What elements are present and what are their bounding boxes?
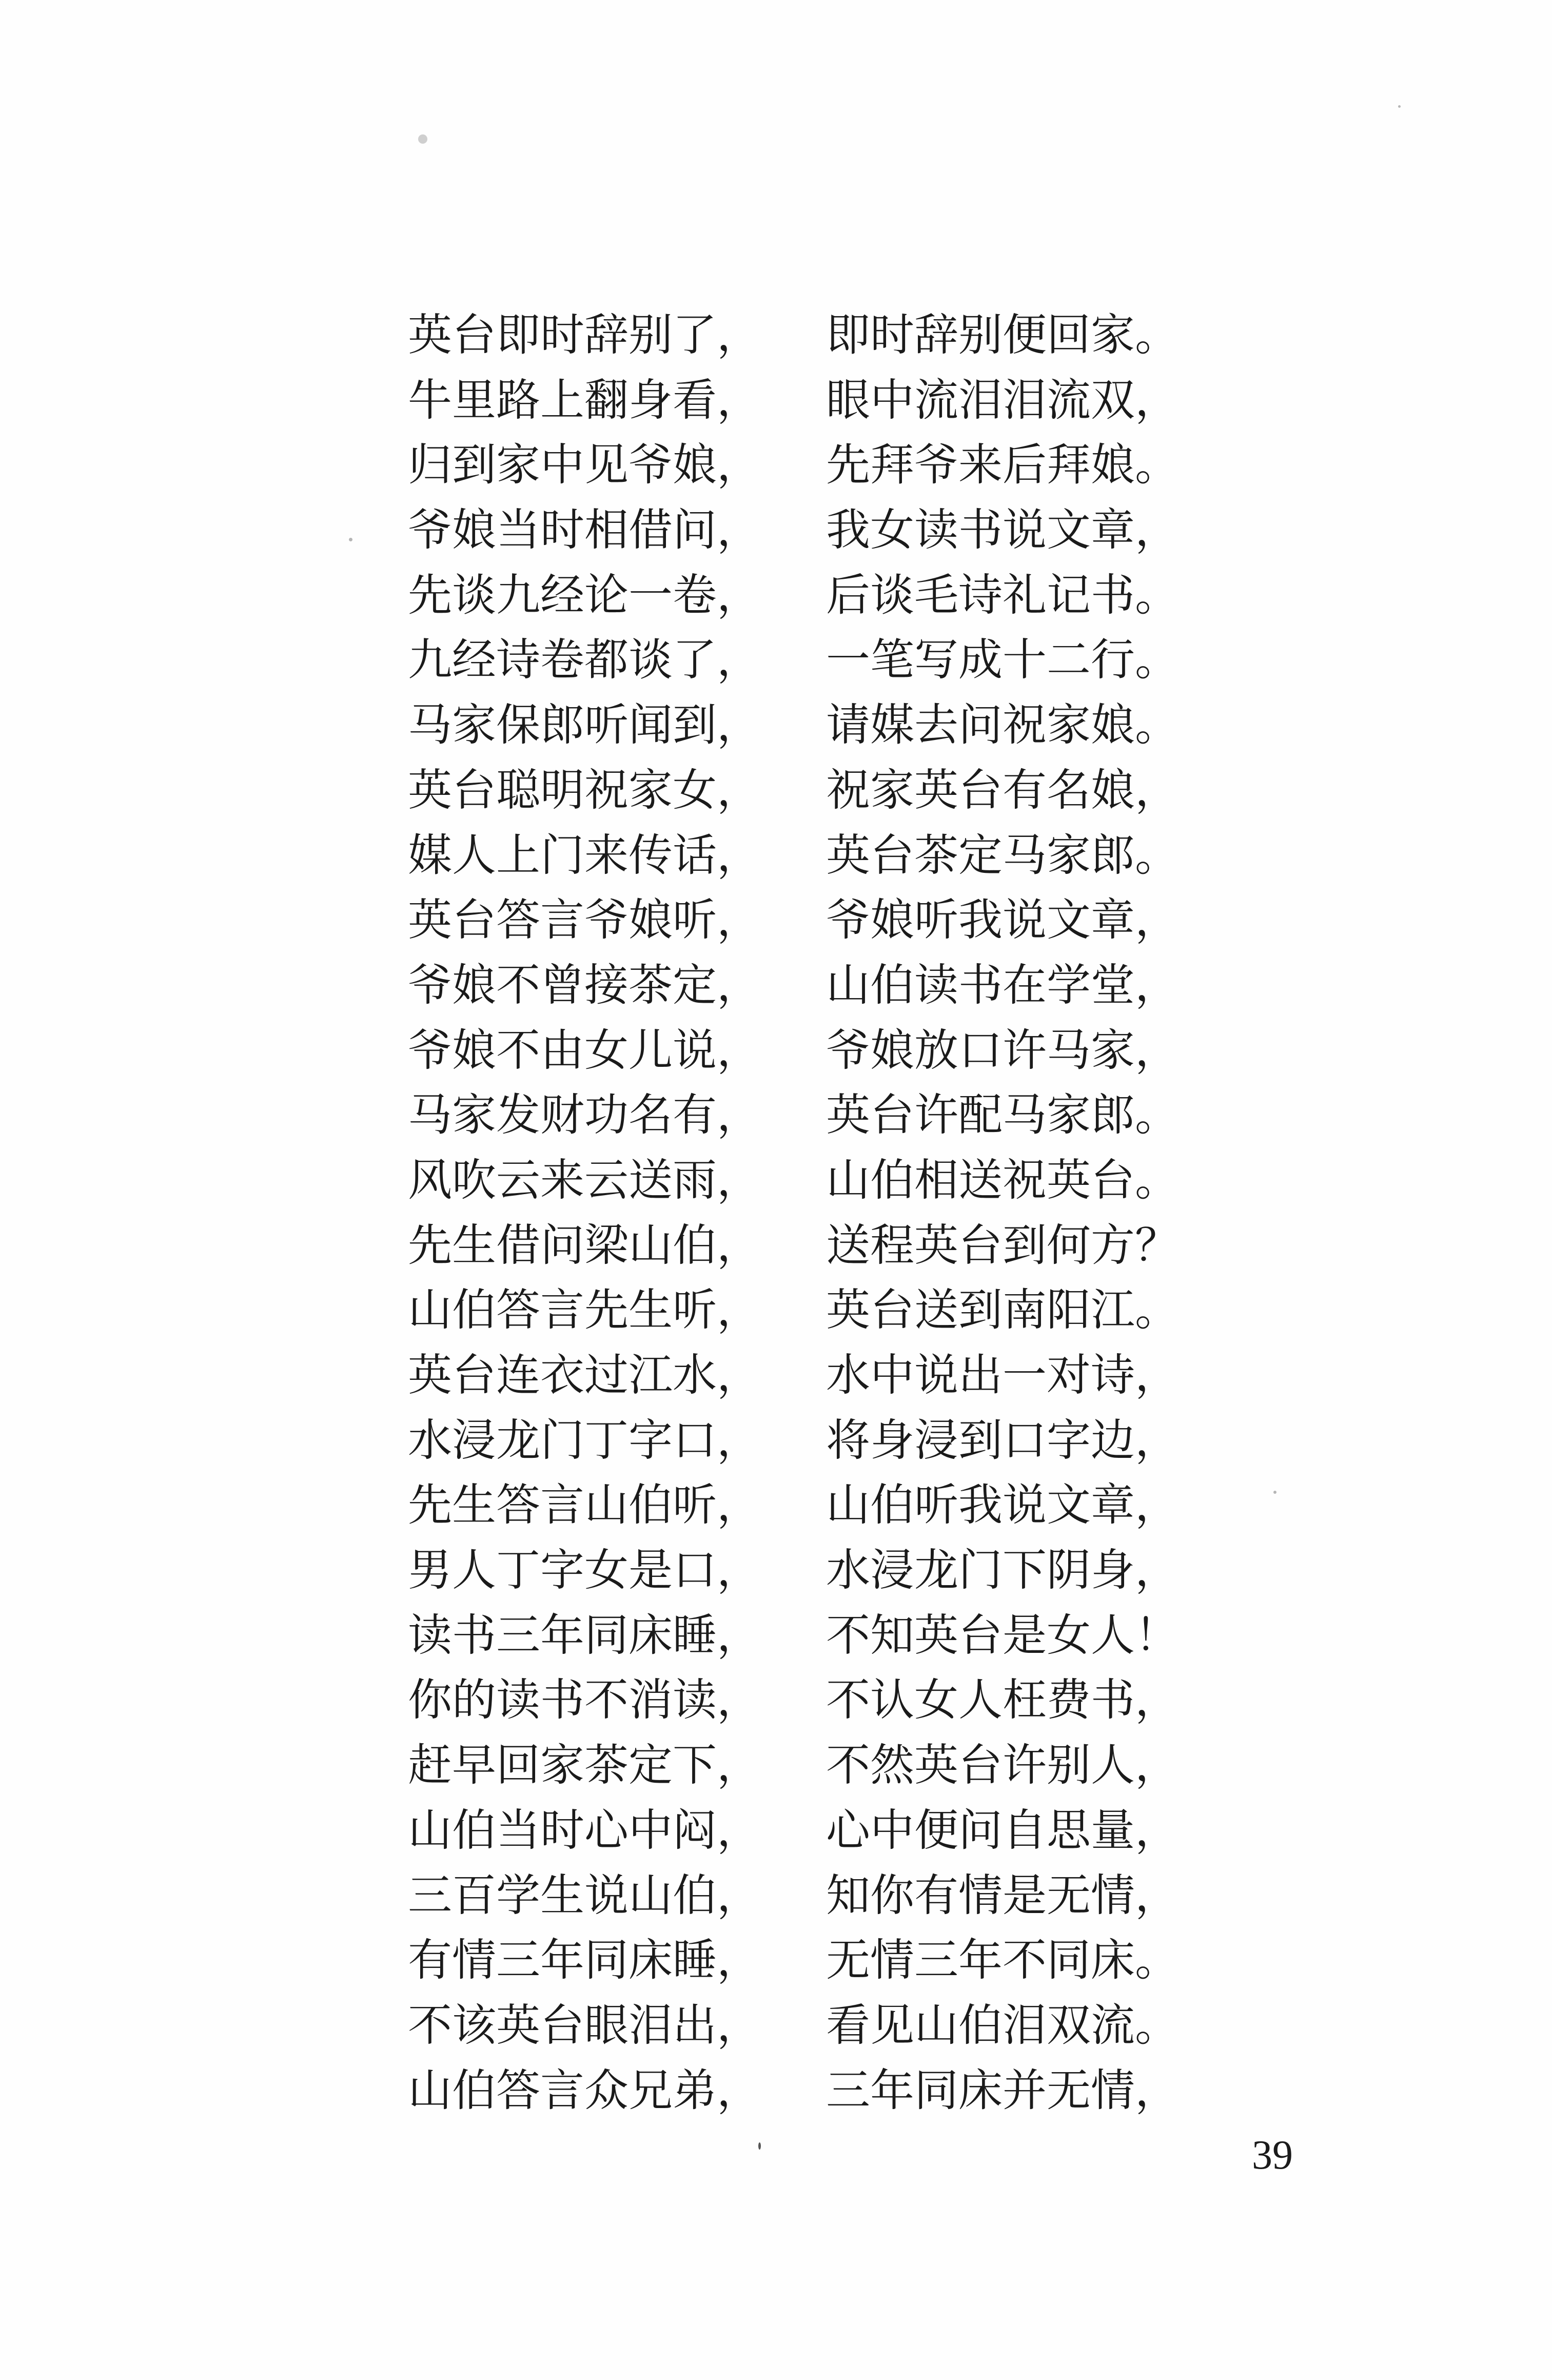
couplet [408, 628, 1177, 693]
couplet [408, 1733, 1177, 1798]
second-line: 将身浸到口字边， [826, 1414, 1179, 1466]
couplet [408, 1148, 1177, 1213]
second-line: 看见山伯泪双流。 [826, 1999, 1179, 2051]
second-line: 水浸龙门下阴身， [826, 1545, 1179, 1596]
poem-text [408, 303, 1177, 2123]
couplet [408, 1018, 1177, 1083]
first-line: 赶早回家茶定下， [408, 1740, 761, 1791]
scan-speck [418, 134, 427, 144]
second-line: 山伯听我说文章， [826, 1479, 1179, 1531]
second-line: 眼中流泪泪流双， [826, 374, 1179, 426]
first-line: 山伯当时心中闷， [408, 1804, 761, 1856]
first-line: 读书三年同床睡， [408, 1609, 761, 1661]
first-line: 归到家中见爷娘， [408, 439, 761, 491]
first-line: 先生借问梁山伯， [408, 1219, 761, 1271]
first-line: 不该英台眼泪出， [408, 1999, 761, 2051]
first-line: 英台答言爷娘听， [408, 894, 761, 946]
second-line: 爷娘听我说文章， [826, 894, 1179, 946]
first-line: 英台即时辞别了， [408, 309, 761, 361]
couplet [408, 303, 1177, 368]
couplet [408, 563, 1177, 628]
scan-speck [1398, 105, 1401, 108]
couplet [408, 823, 1177, 888]
scan-speck [349, 538, 352, 541]
second-line: 先拜爷来后拜娘。 [826, 439, 1179, 491]
couplet [408, 433, 1177, 498]
page-number: 39 [1252, 2133, 1293, 2178]
second-line: 山伯相送祝英台。 [826, 1154, 1179, 1206]
second-line: 无情三年不同床。 [826, 1935, 1179, 1986]
couplet [408, 1083, 1177, 1148]
couplet [408, 1603, 1177, 1668]
first-line: 水浸龙门丁字口， [408, 1414, 761, 1466]
couplet [408, 1538, 1177, 1603]
couplet [408, 1928, 1177, 1993]
first-line: 山伯答言众兄弟， [408, 2064, 761, 2116]
first-line: 九经诗卷都谈了， [408, 634, 761, 686]
first-line: 先生答言山伯听， [408, 1479, 761, 1531]
first-line: 牛里路上翻身看， [408, 374, 761, 426]
first-line: 山伯答言先生听， [408, 1284, 761, 1336]
couplet [408, 693, 1177, 758]
first-line: 你的读书不消读， [408, 1674, 761, 1726]
couplet [408, 953, 1177, 1018]
scan-speck [1273, 1491, 1276, 1494]
second-line: 水中说出一对诗， [826, 1350, 1179, 1401]
couplet [408, 1213, 1177, 1278]
couplet [408, 2058, 1177, 2123]
first-line: 英台聪明祝家女， [408, 764, 761, 816]
first-line: 爷娘当时相借问， [408, 504, 761, 556]
couplet [408, 1668, 1177, 1733]
couplet [408, 1408, 1177, 1473]
second-line: 山伯读书在学堂， [826, 959, 1179, 1011]
second-line: 一笔写成十二行。 [826, 634, 1179, 686]
second-line: 后谈毛诗礼记书。 [826, 569, 1179, 621]
second-line: 请媒去问祝家娘。 [826, 699, 1179, 751]
first-line: 英台连衣过江水， [408, 1350, 761, 1401]
second-line: 我女读书说文章， [826, 504, 1179, 556]
couplet [408, 758, 1177, 823]
first-line: 男人丁字女是口， [408, 1545, 761, 1596]
couplet [408, 1993, 1177, 2058]
second-line: 心中便问自思量， [826, 1804, 1179, 1856]
first-line: 媒人上门来传话， [408, 829, 761, 881]
scan-speck [758, 2142, 761, 2150]
first-line: 先谈九经论一卷， [408, 569, 761, 621]
second-line: 英台许配马家郎。 [826, 1089, 1179, 1141]
second-line: 英台送到南阳江。 [826, 1284, 1179, 1336]
couplet [408, 1473, 1177, 1538]
second-line: 爷娘放口许马家， [826, 1024, 1179, 1076]
first-line: 风吹云来云送雨， [408, 1154, 761, 1206]
second-line: 三年同床并无情， [826, 2064, 1179, 2116]
couplet [408, 368, 1177, 433]
second-line: 不知英台是女人！ [826, 1609, 1179, 1661]
second-line: 送程英台到何方？ [826, 1219, 1179, 1271]
second-line: 知你有情是无情， [826, 1869, 1179, 1921]
first-line: 马家保郎听闻到， [408, 699, 761, 751]
second-line: 英台茶定马家郎。 [826, 829, 1179, 881]
first-line: 有情三年同床睡， [408, 1935, 761, 1986]
first-line: 三百学生说山伯， [408, 1869, 761, 1921]
couplet [408, 1278, 1177, 1343]
second-line: 不认女人枉费书， [826, 1674, 1179, 1726]
first-line: 马家发财功名有， [408, 1089, 761, 1141]
second-line: 即时辞别便回家。 [826, 309, 1179, 361]
couplet [408, 888, 1177, 953]
couplet [408, 498, 1177, 563]
first-line: 爷娘不曾接茶定， [408, 959, 761, 1011]
first-line: 爷娘不由女儿说， [408, 1024, 761, 1076]
couplet [408, 1798, 1177, 1863]
couplet [408, 1863, 1177, 1928]
second-line: 祝家英台有名娘， [826, 764, 1179, 816]
couplet [408, 1343, 1177, 1408]
second-line: 不然英台许别人， [826, 1740, 1179, 1791]
